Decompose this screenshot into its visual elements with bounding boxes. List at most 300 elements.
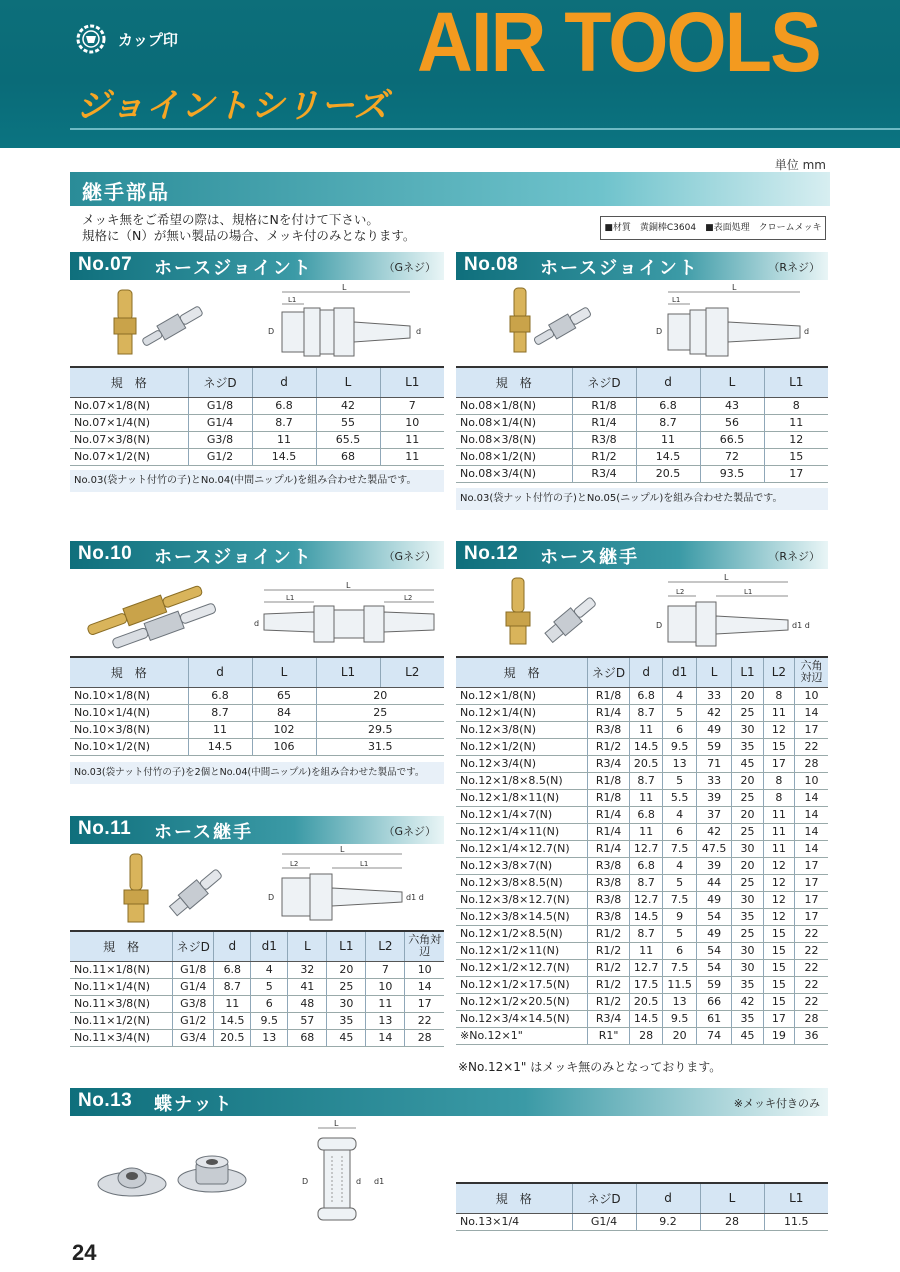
section-no: No.08 <box>464 254 519 275</box>
cell: R1/8 <box>588 687 630 704</box>
cell: 8.7 <box>252 414 316 431</box>
product-photo-no10 <box>80 572 230 652</box>
cell: 15 <box>763 959 794 976</box>
cell: 13 <box>366 1012 405 1029</box>
cell: 20 <box>732 772 763 789</box>
cell: 10 <box>795 687 828 704</box>
thread-type: （Gネジ） <box>383 261 436 274</box>
cell: 11 <box>629 823 662 840</box>
section-title: 継手部品 <box>82 180 170 204</box>
cell: 11 <box>764 414 828 431</box>
cell: 5 <box>251 978 288 995</box>
note-line: メッキ無をご希望の際は、規格にNを付けて下さい。 <box>82 212 379 227</box>
cell: 42 <box>696 823 732 840</box>
note-line: 規格に（N）が無い製品の場合、メッキ付のみとなります。 <box>82 228 416 243</box>
cell: 7 <box>366 961 405 978</box>
cell: R1/2 <box>588 942 630 959</box>
spec-table-no10 <box>70 656 444 756</box>
column-header: d <box>636 367 700 397</box>
cell: 25 <box>732 925 763 942</box>
material-box: ■材質 黄銅棒C3604 ■表面処理 クロームメッキ <box>600 216 826 240</box>
cell: R1/4 <box>572 414 636 431</box>
table-row <box>456 431 828 448</box>
spec-table-no07 <box>70 366 444 466</box>
cell: No.12×3/8(N) <box>456 721 588 738</box>
cell: 22 <box>795 959 828 976</box>
cell: G1/4 <box>188 414 252 431</box>
cell: No.07×1/2(N) <box>70 448 188 465</box>
section-name: ホース継手 <box>540 547 640 568</box>
cell: 12.7 <box>629 891 662 908</box>
table-row <box>456 448 828 465</box>
cell: 13 <box>663 993 696 1010</box>
column-header: L2 <box>366 931 405 961</box>
cell: 28 <box>629 1027 662 1044</box>
cell: 15 <box>764 448 828 465</box>
cell: 65.5 <box>316 431 380 448</box>
cell: 11 <box>252 431 316 448</box>
cell: 12 <box>763 891 794 908</box>
cell: No.10×1/2(N) <box>70 738 188 755</box>
cell: R3/8 <box>572 431 636 448</box>
cell: 42 <box>696 704 732 721</box>
cell: 13 <box>251 1029 288 1046</box>
column-header: d <box>636 1183 700 1213</box>
brand-logo <box>74 22 178 56</box>
cell: 93.5 <box>700 465 764 482</box>
cell: 61 <box>696 1010 732 1027</box>
table-row <box>456 687 828 704</box>
cell: 30 <box>732 959 763 976</box>
svg-text:d: d <box>804 327 810 336</box>
cell: 17 <box>795 857 828 874</box>
cell: ※No.12×1" <box>456 1027 588 1044</box>
section-header-no13 <box>70 1088 828 1116</box>
cell: 8 <box>764 397 828 414</box>
cell: No.12×3/4(N) <box>456 755 588 772</box>
cell: No.08×3/8(N) <box>456 431 572 448</box>
cell: 11 <box>763 806 794 823</box>
cell: 35 <box>732 976 763 993</box>
brand-name: カップ印 <box>118 30 178 49</box>
svg-text:d: d <box>356 1177 362 1186</box>
cell: No.12×3/8×12.7(N) <box>456 891 588 908</box>
svg-text:D: D <box>268 327 275 336</box>
cell: 6.8 <box>629 806 662 823</box>
cell: 11 <box>763 704 794 721</box>
cell: 6.8 <box>214 961 251 978</box>
cell: 9.5 <box>663 738 696 755</box>
unit-label: 単位 mm <box>774 158 826 172</box>
cell: No.11×1/8(N) <box>70 961 173 978</box>
cell: No.10×1/8(N) <box>70 687 188 704</box>
cell: No.12×1/8(N) <box>456 687 588 704</box>
cell: 49 <box>696 925 732 942</box>
cell: R1/8 <box>588 789 630 806</box>
column-header: L <box>700 1183 764 1213</box>
cell: No.12×1/2×8.5(N) <box>456 925 588 942</box>
column-header: 規 格 <box>70 931 173 961</box>
thread-type: （Gネジ） <box>383 825 436 838</box>
cell: 8 <box>763 687 794 704</box>
section-header-no12 <box>456 541 828 569</box>
cell: 106 <box>252 738 316 755</box>
cell: 10 <box>380 414 444 431</box>
cell: 56 <box>700 414 764 431</box>
cell: 33 <box>696 687 732 704</box>
cell: G1/8 <box>173 961 214 978</box>
cell: 72 <box>700 448 764 465</box>
cell: 25 <box>327 978 366 995</box>
product-photo-no11 <box>110 850 230 930</box>
table-row <box>70 738 444 755</box>
table-row <box>456 465 828 482</box>
cell: 12 <box>764 431 828 448</box>
cell: 57 <box>288 1012 327 1029</box>
divider <box>70 128 900 130</box>
table-row <box>456 840 828 857</box>
cell: 19 <box>763 1027 794 1044</box>
column-header: 規 格 <box>456 1183 572 1213</box>
column-header: 六角対辺 <box>795 657 828 687</box>
svg-text:L: L <box>346 582 351 590</box>
cell: 14.5 <box>188 738 252 755</box>
cell: 11.5 <box>663 976 696 993</box>
column-header: 規 格 <box>456 367 572 397</box>
column-header: L <box>700 367 764 397</box>
section-band <box>70 172 830 206</box>
cell: 15 <box>763 942 794 959</box>
cell: R1/2 <box>588 925 630 942</box>
cell: 11 <box>629 942 662 959</box>
cell: R1/2 <box>588 738 630 755</box>
dimension-drawing-no13 <box>290 1120 400 1230</box>
cell: 10 <box>366 978 405 995</box>
cell: 6 <box>663 942 696 959</box>
cell: No.07×3/8(N) <box>70 431 188 448</box>
section-header-no07 <box>70 252 444 280</box>
cell: 11 <box>763 840 794 857</box>
cell: 12.7 <box>629 959 662 976</box>
cell: 8.7 <box>214 978 251 995</box>
cell: No.11×3/8(N) <box>70 995 173 1012</box>
cell: 5 <box>663 874 696 891</box>
cell: 33 <box>696 772 732 789</box>
cell: 35 <box>327 1012 366 1029</box>
cell: 17 <box>795 874 828 891</box>
cell: 4 <box>663 857 696 874</box>
cell: 11 <box>188 721 252 738</box>
spec-table-no11 <box>70 930 444 1047</box>
cell: 74 <box>696 1027 732 1044</box>
cell: 8.7 <box>629 772 662 789</box>
cell: R3/4 <box>588 1010 630 1027</box>
cell: No.12×1/4×11(N) <box>456 823 588 840</box>
table-row <box>70 448 444 465</box>
table-row <box>456 823 828 840</box>
cell: 54 <box>696 942 732 959</box>
cell: 22 <box>795 942 828 959</box>
svg-text:L2: L2 <box>404 594 413 602</box>
cell: 12 <box>763 857 794 874</box>
cell: No.12×1/8×8.5(N) <box>456 772 588 789</box>
cell: 15 <box>763 976 794 993</box>
svg-text:L1: L1 <box>288 296 297 304</box>
section-name: ホース継手 <box>154 822 254 843</box>
section-name: ホースジョイント <box>540 258 699 279</box>
column-header: L1 <box>327 931 366 961</box>
cell: 68 <box>316 448 380 465</box>
cell: 10 <box>405 961 444 978</box>
table-row <box>70 995 444 1012</box>
cell: 12 <box>763 874 794 891</box>
table-row <box>456 806 828 823</box>
cell: 25 <box>316 704 444 721</box>
cell: 11 <box>629 721 662 738</box>
cell: R1/2 <box>588 959 630 976</box>
cell: 4 <box>663 687 696 704</box>
column-header: d <box>214 931 251 961</box>
page-title: AIR TOOLS <box>417 0 820 89</box>
cell: 20 <box>663 1027 696 1044</box>
cell: 42 <box>732 993 763 1010</box>
section-header-no10 <box>70 541 444 569</box>
cell: 22 <box>405 1012 444 1029</box>
svg-text:D: D <box>268 893 275 902</box>
cell: 22 <box>795 925 828 942</box>
cell: 17 <box>763 1010 794 1027</box>
cell: 20.5 <box>629 993 662 1010</box>
cell: R1/4 <box>588 806 630 823</box>
cell: 13 <box>663 755 696 772</box>
cell: R1/8 <box>572 397 636 414</box>
svg-text:d1 d: d1 d <box>406 893 424 902</box>
section-name: ホースジョイント <box>154 547 313 568</box>
dimension-drawing-no12 <box>652 574 822 650</box>
column-header: d1 <box>663 657 696 687</box>
cell: 66 <box>696 993 732 1010</box>
table-row <box>456 874 828 891</box>
cell: 55 <box>316 414 380 431</box>
section-name: 蝶ナット <box>154 1094 234 1115</box>
svg-text:d1: d1 <box>374 1177 385 1186</box>
cell: 5 <box>663 925 696 942</box>
cell: 29.5 <box>316 721 444 738</box>
cell: 28 <box>405 1029 444 1046</box>
cell: R3/4 <box>572 465 636 482</box>
table-row <box>70 1012 444 1029</box>
cell: 17 <box>795 908 828 925</box>
svg-text:L2: L2 <box>290 860 299 868</box>
cell: 15 <box>763 738 794 755</box>
cell: 45 <box>732 755 763 772</box>
section-header-no08 <box>456 252 828 280</box>
series-title: ジョイントシリーズ <box>76 86 389 126</box>
cell: 35 <box>732 908 763 925</box>
cell: No.08×1/2(N) <box>456 448 572 465</box>
cell: 14 <box>795 704 828 721</box>
thread-type: （Rネジ） <box>768 550 820 563</box>
table-row <box>70 721 444 738</box>
cell: No.07×1/8(N) <box>70 397 188 414</box>
table-row <box>70 704 444 721</box>
cell: 15 <box>763 925 794 942</box>
cell: 20.5 <box>636 465 700 482</box>
svg-text:L: L <box>334 1120 339 1128</box>
cell: 5.5 <box>663 789 696 806</box>
cell: R1" <box>588 1027 630 1044</box>
column-header: d <box>252 367 316 397</box>
cell: No.12×1/4(N) <box>456 704 588 721</box>
cell: 6.8 <box>636 397 700 414</box>
cell: 8.7 <box>629 874 662 891</box>
cell: No.12×1/4×7(N) <box>456 806 588 823</box>
cell: 7.5 <box>663 891 696 908</box>
cell: 11 <box>214 995 251 1012</box>
cell: No.12×1/2(N) <box>456 738 588 755</box>
header-band <box>0 0 900 148</box>
cell: 22 <box>795 993 828 1010</box>
cell: 84 <box>252 704 316 721</box>
svg-text:L1: L1 <box>672 296 681 304</box>
column-header: ネジD <box>588 657 630 687</box>
cell: No.11×1/4(N) <box>70 978 173 995</box>
svg-text:D: D <box>302 1177 309 1186</box>
table-row <box>70 431 444 448</box>
footnote-no12: ※No.12×1" はメッキ無のみとなっております。 <box>458 1060 722 1074</box>
cell: 20 <box>732 806 763 823</box>
cell: No.12×1/4×12.7(N) <box>456 840 588 857</box>
column-header: L1 <box>764 367 828 397</box>
cell: 20 <box>327 961 366 978</box>
cell: G1/8 <box>188 397 252 414</box>
column-header: 規 格 <box>456 657 588 687</box>
table-row <box>70 978 444 995</box>
cell: 6 <box>251 995 288 1012</box>
svg-text:d1 d: d1 d <box>792 621 810 630</box>
cell: 20 <box>316 687 444 704</box>
cell: 35 <box>732 1010 763 1027</box>
cell: G3/8 <box>173 995 214 1012</box>
plating-note: ※メッキ付きのみ <box>733 1097 820 1110</box>
cell: 25 <box>732 789 763 806</box>
cell: 17 <box>405 995 444 1012</box>
column-header: L2 <box>763 657 794 687</box>
table-row <box>70 961 444 978</box>
svg-text:L1: L1 <box>286 594 295 602</box>
table-row <box>70 414 444 431</box>
cell: R3/8 <box>588 857 630 874</box>
cell: No.08×3/4(N) <box>456 465 572 482</box>
column-header: d <box>629 657 662 687</box>
column-header: L <box>696 657 732 687</box>
cell: 30 <box>732 840 763 857</box>
table-row <box>456 738 828 755</box>
footnote-no08: No.03(袋ナット付竹の子)とNo.05(ニップル)を組み合わせた製品です。 <box>456 488 828 510</box>
table-row <box>456 772 828 789</box>
dimension-drawing-no11 <box>262 846 440 926</box>
cell: No.12×3/8×14.5(N) <box>456 908 588 925</box>
cell: R3/4 <box>588 755 630 772</box>
cell: R3/8 <box>588 891 630 908</box>
cell: 59 <box>696 976 732 993</box>
cell: 6.8 <box>252 397 316 414</box>
cell: 14.5 <box>636 448 700 465</box>
column-header: L1 <box>316 657 380 687</box>
column-header: ネジD <box>572 1183 636 1213</box>
table-row <box>70 1029 444 1046</box>
cell: 20 <box>732 687 763 704</box>
cell: 48 <box>288 995 327 1012</box>
spec-table-no08 <box>456 366 828 483</box>
cell: 14 <box>405 978 444 995</box>
svg-text:D: D <box>656 327 663 336</box>
cell: 30 <box>327 995 366 1012</box>
cell: G1/2 <box>173 1012 214 1029</box>
cell: G3/8 <box>188 431 252 448</box>
cell: 11.5 <box>764 1213 828 1230</box>
spec-table-no13 <box>456 1182 828 1231</box>
cell: 68 <box>288 1029 327 1046</box>
section-no: No.12 <box>464 543 519 564</box>
cell: No.11×3/4(N) <box>70 1029 173 1046</box>
cell: 30 <box>732 891 763 908</box>
column-header: L <box>316 367 380 397</box>
column-header: L2 <box>380 657 444 687</box>
cell: 6.8 <box>188 687 252 704</box>
cell: 9 <box>663 908 696 925</box>
cell: 30 <box>732 942 763 959</box>
column-header: 六角対辺 <box>405 931 444 961</box>
product-photo-no13 <box>92 1140 262 1220</box>
cell: 14.5 <box>629 908 662 925</box>
cell: 5 <box>663 772 696 789</box>
table-row <box>456 942 828 959</box>
table-row <box>456 1010 828 1027</box>
dimension-drawing-no08 <box>652 284 822 360</box>
cell: 102 <box>252 721 316 738</box>
cell: No.12×1/2×20.5(N) <box>456 993 588 1010</box>
cell: R1/4 <box>588 823 630 840</box>
svg-text:L2: L2 <box>676 588 685 596</box>
cell: R3/8 <box>588 721 630 738</box>
plating-note <box>82 212 415 244</box>
cell: No.07×1/4(N) <box>70 414 188 431</box>
cell: 11 <box>380 448 444 465</box>
section-no: No.07 <box>78 254 133 275</box>
cell: 32 <box>288 961 327 978</box>
cell: 17.5 <box>629 976 662 993</box>
table-row <box>456 1027 828 1044</box>
cell: 31.5 <box>316 738 444 755</box>
section-no: No.13 <box>78 1090 133 1111</box>
table-row <box>456 1213 828 1230</box>
table-row <box>456 414 828 431</box>
cell: No.12×1/2×11(N) <box>456 942 588 959</box>
table-row <box>456 755 828 772</box>
gear-cup-icon <box>74 22 108 56</box>
column-header: d1 <box>251 931 288 961</box>
cell: No.12×1/2×12.7(N) <box>456 959 588 976</box>
cell: R1/4 <box>588 840 630 857</box>
cell: No.12×3/8×8.5(N) <box>456 874 588 891</box>
cell: 42 <box>316 397 380 414</box>
cell: 15 <box>763 993 794 1010</box>
cell: G3/4 <box>173 1029 214 1046</box>
cell: 8.7 <box>188 704 252 721</box>
cell: 14.5 <box>214 1012 251 1029</box>
cell: 25 <box>732 704 763 721</box>
